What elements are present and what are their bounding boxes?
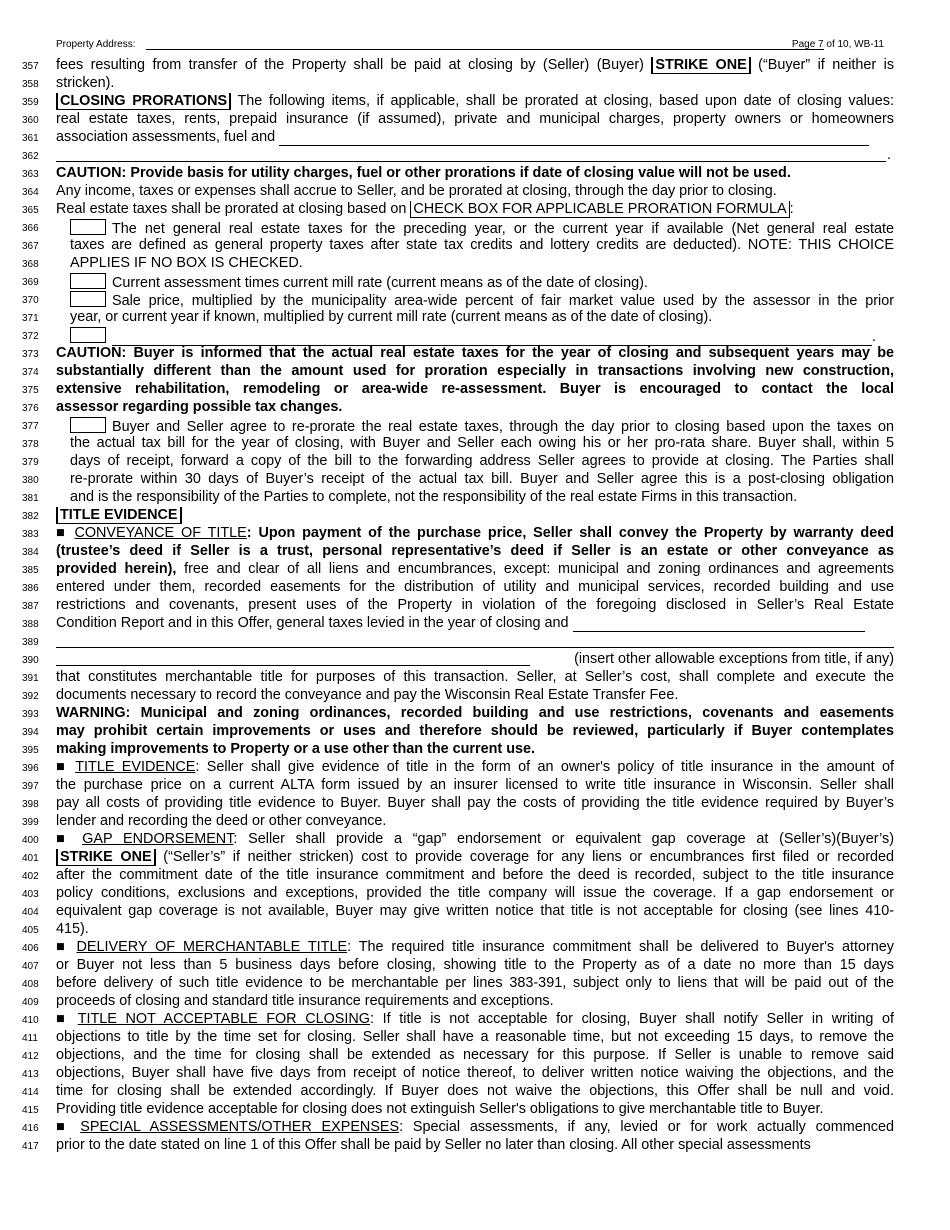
- line-text: re-prorate within 30 days of Buyer’s receipt of the actual tax bill. Buyer and Seller agree this is a post-closing obligation: [70, 471, 894, 487]
- line-369: [0, 272, 950, 290]
- line-text: The net general real estate taxes for the preceding year, or the current year if available (Net general real estate: [112, 221, 894, 237]
- line-number: 402: [22, 871, 39, 882]
- page-header: [56, 37, 888, 53]
- document-body: [0, 56, 950, 1154]
- line-408: [0, 974, 950, 992]
- line-395: [0, 740, 950, 758]
- line-text: objections, and the time for closing shall be extended as necessary for this purpose. If Seller is unable to remove said: [56, 1047, 894, 1063]
- line-number: 395: [22, 745, 39, 756]
- gap-endorsement-label: GAP ENDORSEMENT: [82, 831, 234, 847]
- line-text: taxes are defined as general property taxes after state tax credits and lottery credits are deducted). NOTE: THIS CHOICE: [70, 237, 894, 253]
- line-text: Buyer and Seller agree to re-prorate the real estate taxes, through the day prior to closing based upon the taxes on: [112, 419, 894, 435]
- line-text: : If title is not acceptable for closing, Buyer shall notify Seller in writing of: [369, 1011, 894, 1027]
- bullet-icon: ■: [56, 525, 68, 541]
- line-357: [0, 56, 950, 74]
- line-number: 377: [22, 421, 39, 432]
- line-number: 361: [22, 133, 39, 144]
- line-397: [0, 776, 950, 794]
- line-text: APPLIES IF NO BOX IS CHECKED.: [70, 255, 303, 271]
- caution-text: CAUTION: Buyer is informed that the actual real estate taxes for the year of closing and subsequent years may be: [56, 345, 894, 361]
- line-390: [0, 650, 950, 668]
- line-text: free and clear of all liens and encumbrances, except: municipal and zoning ordinances and agreements: [184, 561, 894, 577]
- line-410: [0, 1010, 950, 1028]
- proration-extra-field[interactable]: [56, 161, 886, 162]
- line-text: days of receipt, forward a copy of the bill to the forwarding address Seller agrees to provide at closing. The Parties shall: [70, 453, 894, 469]
- line-number: 362: [22, 151, 39, 162]
- line-text: or Buyer not less than 5 business days before closing, showing title to the Property as of a date no more than 15 days: [56, 957, 894, 973]
- line-number: 396: [22, 763, 39, 774]
- line-number: 381: [22, 493, 39, 504]
- proration-checkbox-assessment[interactable]: [70, 273, 106, 289]
- warning-text: may prohibit certain improvements or uses and therefore should be reviewed, particularly if Buyer contemplates: [56, 723, 894, 739]
- line-text: (“Buyer” if neither is: [758, 57, 894, 73]
- line-number: 372: [22, 331, 39, 342]
- line-number: 411: [22, 1033, 38, 1044]
- line-380: [0, 470, 950, 488]
- title-not-acceptable-label: TITLE NOT ACCEPTABLE FOR CLOSING: [77, 1011, 370, 1027]
- line-text: fees resulting from transfer of the Property shall be paid at closing by (Seller) (Buyer): [56, 57, 644, 73]
- line-number: 382: [22, 511, 39, 522]
- line-384: [0, 542, 950, 560]
- proration-checkbox-sale-price[interactable]: [70, 291, 106, 307]
- line-number: 400: [22, 835, 39, 846]
- bullet-icon: ■: [56, 1011, 70, 1027]
- line-number: 371: [22, 313, 39, 324]
- line-number: 415: [22, 1105, 39, 1116]
- line-368: [0, 254, 950, 272]
- line-365: [0, 200, 950, 218]
- line-388: [0, 614, 950, 632]
- line-number: 406: [22, 943, 39, 954]
- line-period: .: [887, 147, 891, 163]
- line-number: 368: [22, 259, 39, 270]
- strike-one-box: STRIKE ONE: [56, 849, 156, 866]
- line-396: [0, 758, 950, 776]
- line-415: [0, 1100, 950, 1118]
- line-378: [0, 434, 950, 452]
- title-evidence-label: TITLE EVIDENCE: [75, 759, 196, 775]
- line-number: 369: [22, 277, 39, 288]
- line-392: [0, 686, 950, 704]
- line-363: [0, 164, 950, 182]
- line-number: 401: [22, 853, 39, 864]
- line-text: stricken).: [56, 75, 115, 91]
- property-address-field[interactable]: [146, 49, 824, 50]
- line-386: [0, 578, 950, 596]
- bullet-icon: ■: [56, 939, 69, 955]
- line-text: restrictions and covenants, present uses of the Property in violation of the foregoing disclosed in Seller’s Real Estate: [56, 597, 894, 613]
- line-number: 366: [22, 223, 39, 234]
- caution-text: substantially different than the amount used for proration especially in transactions involving new construction,: [56, 363, 894, 379]
- line-375: [0, 380, 950, 398]
- line-402: [0, 866, 950, 884]
- line-text: and is the responsibility of the Parties to complete, not the responsibility of the real estate Firms in this transaction.: [70, 489, 798, 505]
- line-text: prior to the date stated on line 1 of this Offer shall be paid by Seller no later than closing. All other special assessments: [56, 1137, 811, 1153]
- line-number: 385: [22, 565, 39, 576]
- line-text: The following items, if applicable, shall be prorated at closing, based upon date of closing values:: [237, 93, 894, 109]
- line-413: [0, 1064, 950, 1082]
- line-text: Real estate taxes shall be prorated at closing based on: [56, 201, 407, 217]
- line-text: that constitutes merchantable title for purposes of this transaction. Seller, at Seller’s cost, shall complete and execute the: [56, 669, 894, 685]
- line-text: before delivery of such title evidence to be merchantable per lines 383-391, subject only to liens that will be paid out of the: [56, 975, 894, 991]
- line-number: 364: [22, 187, 39, 198]
- line-colon: :: [789, 201, 794, 217]
- line-number: 375: [22, 385, 39, 396]
- line-393: [0, 704, 950, 722]
- line-text: year, or current year if known, multiplied by current mill rate (current means as of the date of closing).: [70, 309, 713, 325]
- reprorate-checkbox[interactable]: [70, 417, 106, 433]
- line-367: [0, 236, 950, 254]
- page-number: Page 7 of 10, WB-11: [791, 39, 884, 50]
- line-text: (trustee’s deed if Seller is a trust, personal representative’s deed if Seller is an estate or other conveyance as: [56, 543, 894, 559]
- line-number: 390: [22, 655, 39, 666]
- line-period: .: [872, 329, 876, 345]
- delivery-of-title-label: DELIVERY OF MERCHANTABLE TITLE: [76, 939, 348, 955]
- line-text: documents necessary to record the conveyance and pay the Wisconsin Real Estate Transfer Fee.: [56, 687, 679, 703]
- line-361: [0, 128, 950, 146]
- line-number: 374: [22, 367, 39, 378]
- line-text: Current assessment times current mill rate (current means as of the date of closing).: [112, 275, 648, 291]
- line-373: [0, 344, 950, 362]
- line-number: 413: [22, 1069, 39, 1080]
- exceptions-field-1[interactable]: [573, 618, 865, 632]
- line-379: [0, 452, 950, 470]
- line-text: real estate taxes, rents, prepaid insurance (if assumed), private and municipal charges, property owners or homeowners: [56, 111, 894, 127]
- line-text: : The required title insurance commitment shall be delivered to Buyer's attorney: [347, 939, 894, 955]
- line-text: Condition Report and in this Offer, general taxes levied in the year of closing and: [56, 615, 569, 631]
- warning-text: WARNING: Municipal and zoning ordinances, recorded building and use restrictions, covenants and easements: [56, 705, 894, 721]
- line-text: provided herein),: [56, 561, 177, 577]
- line-405: [0, 920, 950, 938]
- line-366: [0, 218, 950, 236]
- line-401: [0, 848, 950, 866]
- line-number: 359: [22, 97, 39, 108]
- line-381: [0, 488, 950, 506]
- line-text: 415).: [56, 921, 89, 937]
- line-text: entered under them, recorded easements for the distribution of utility and municipal services, recorded building and use: [56, 579, 894, 595]
- line-382: [0, 506, 950, 524]
- line-number: 370: [22, 295, 39, 306]
- line-394: [0, 722, 950, 740]
- line-text: proceeds of closing and standard title insurance requirements and exceptions.: [56, 993, 554, 1009]
- special-assessments-label: SPECIAL ASSESSMENTS/OTHER EXPENSES: [80, 1119, 400, 1135]
- line-number: 386: [22, 583, 39, 594]
- line-number: 410: [22, 1015, 39, 1026]
- line-400: [0, 830, 950, 848]
- line-text: Any income, taxes or expenses shall accrue to Seller, and be prorated at closing, through the day prior to closing.: [56, 183, 777, 199]
- line-number: 403: [22, 889, 39, 900]
- line-number: 367: [22, 241, 39, 252]
- line-409: [0, 992, 950, 1010]
- line-text: the actual tax bill for the year of closing, with Buyer and Seller each owing his or her pro-rata share. Buyer shall, within 5: [70, 435, 894, 451]
- line-text: objections, Buyer shall have five days from receipt of notice thereof, to deliver written notice waiving the objections, and the: [56, 1065, 894, 1081]
- line-text: Sale price, multiplied by the municipality area-wide percent of fair market value used by the assessor in the prior: [112, 293, 894, 309]
- line-360: [0, 110, 950, 128]
- line-number: 394: [22, 727, 39, 738]
- line-417: [0, 1136, 950, 1154]
- line-number: 389: [22, 637, 39, 648]
- line-number: 373: [22, 349, 39, 360]
- line-number: 360: [22, 115, 39, 126]
- line-374: [0, 362, 950, 380]
- line-number: 365: [22, 205, 39, 216]
- line-407: [0, 956, 950, 974]
- line-383: [0, 524, 950, 542]
- line-number: 393: [22, 709, 39, 720]
- line-399: [0, 812, 950, 830]
- line-358: [0, 74, 950, 92]
- conveyance-of-title-label: CONVEYANCE OF TITLE: [74, 525, 247, 541]
- line-412: [0, 1046, 950, 1064]
- line-391: [0, 668, 950, 686]
- line-416: [0, 1118, 950, 1136]
- line-number: 408: [22, 979, 39, 990]
- line-389: [0, 632, 950, 650]
- line-411: [0, 1028, 950, 1046]
- line-number: 363: [22, 169, 39, 180]
- proration-checkbox-net-taxes[interactable]: [70, 219, 106, 235]
- title-evidence-heading: TITLE EVIDENCE: [56, 507, 182, 524]
- line-370: [0, 290, 950, 308]
- line-362: [0, 146, 950, 164]
- line-text: : Special assessments, if any, levied or for work actually commenced: [399, 1119, 894, 1135]
- line-377: [0, 416, 950, 434]
- caution-text: assessor regarding possible tax changes.: [56, 399, 343, 415]
- line-406: [0, 938, 950, 956]
- line-text: the purchase price on a current ALTA form issued by an insurer licensed to write title insurance in Wisconsin. Seller shall: [56, 777, 894, 793]
- line-number: 416: [22, 1123, 39, 1134]
- line-number: 376: [22, 403, 39, 414]
- line-404: [0, 902, 950, 920]
- line-text: pay all costs of providing title evidence to Buyer. Buyer shall pay the costs of providing the title evidence required by Buyer’s: [56, 795, 894, 811]
- closing-prorations-heading: CLOSING PRORATIONS: [56, 93, 231, 110]
- line-414: [0, 1082, 950, 1100]
- line-text: after the commitment date of the title insurance commitment and before the deed is recorded, subject to the title insurance: [56, 867, 894, 883]
- line-number: 357: [22, 61, 39, 72]
- line-colon: :: [246, 525, 252, 541]
- proration-checkbox-other[interactable]: [70, 327, 106, 343]
- line-number: 412: [22, 1051, 39, 1062]
- check-box-formula-label: CHECK BOX FOR APPLICABLE PRORATION FORMULA: [410, 201, 789, 218]
- line-number: 405: [22, 925, 39, 936]
- line-364: [0, 182, 950, 200]
- exceptions-field-2[interactable]: [56, 647, 894, 648]
- bullet-icon: ■: [56, 831, 72, 847]
- line-text: : Seller shall give evidence of title in the form of an owner's policy of title insurance in the amount of: [195, 759, 894, 775]
- line-number: 397: [22, 781, 39, 792]
- line-text: objections to title by the time set for closing. Seller shall have a reasonable time, but not exceeding 15 days, to remove the: [56, 1029, 894, 1045]
- bullet-icon: ■: [56, 759, 69, 775]
- line-number: 384: [22, 547, 39, 558]
- line-number: 414: [22, 1087, 39, 1098]
- line-text: (insert other allowable exceptions from title, if any): [574, 651, 894, 667]
- bullet-icon: ■: [56, 1119, 71, 1135]
- line-385: [0, 560, 950, 578]
- line-number: 404: [22, 907, 39, 918]
- line-text: : Seller shall provide a “gap” endorsement or equivalent gap coverage at (Seller’s)(Buyer’s): [233, 831, 894, 847]
- line-387: [0, 596, 950, 614]
- line-text: lender and recording the deed or other conveyance.: [56, 813, 387, 829]
- line-number: 387: [22, 601, 39, 612]
- line-text: Providing title evidence acceptable for closing does not extinguish Seller's obligations to give merchantable title to Buyer.: [56, 1101, 824, 1117]
- line-403: [0, 884, 950, 902]
- line-text: Upon payment of the purchase price, Seller shall convey the Property by warranty deed: [258, 525, 894, 541]
- line-number: 407: [22, 961, 39, 972]
- line-398: [0, 794, 950, 812]
- line-number: 379: [22, 457, 39, 468]
- line-text: policy conditions, exclusions and exceptions, provided the title company will issue the coverage. If a gap endorsement or: [56, 885, 894, 901]
- line-text: time for closing shall be extended accordingly. If Buyer does not waive the objections, this Offer shall be null and void.: [56, 1083, 894, 1099]
- line-number: 380: [22, 475, 39, 486]
- line-number: 398: [22, 799, 39, 810]
- line-number: 417: [22, 1141, 39, 1152]
- line-372: [0, 326, 950, 344]
- strike-one-box: STRIKE ONE: [651, 57, 750, 74]
- line-number: 378: [22, 439, 39, 450]
- line-text: association assessments, fuel and: [56, 129, 276, 145]
- line-number: 392: [22, 691, 39, 702]
- line-number: 391: [22, 673, 39, 684]
- line-number: 409: [22, 997, 39, 1008]
- line-376: [0, 398, 950, 416]
- line-371: [0, 308, 950, 326]
- line-number: 388: [22, 619, 39, 630]
- property-address-label: Property Address:: [56, 39, 136, 50]
- line-text: (“Seller’s” if neither stricken) cost to provide coverage for any liens or encumbrances first filed or recorded: [163, 849, 894, 865]
- caution-text: CAUTION: Provide basis for utility charges, fuel or other prorations if date of closing value will not be used.: [56, 165, 791, 181]
- line-number: 399: [22, 817, 39, 828]
- exceptions-field-3[interactable]: [56, 665, 530, 666]
- caution-text: extensive rehabilitation, remodeling or area-wide re-assessment. Buyer is encouraged to contact the local: [56, 381, 894, 397]
- line-number: 383: [22, 529, 39, 540]
- fuel-proration-field[interactable]: [279, 132, 869, 146]
- line-359: [0, 92, 950, 110]
- line-number: 358: [22, 79, 39, 90]
- line-text: equivalent gap coverage is not available, Buyer may give written notice that title is not acceptable for closing (see lines 410-: [56, 903, 894, 919]
- warning-text: making improvements to Property or a use other than the current use.: [56, 741, 535, 757]
